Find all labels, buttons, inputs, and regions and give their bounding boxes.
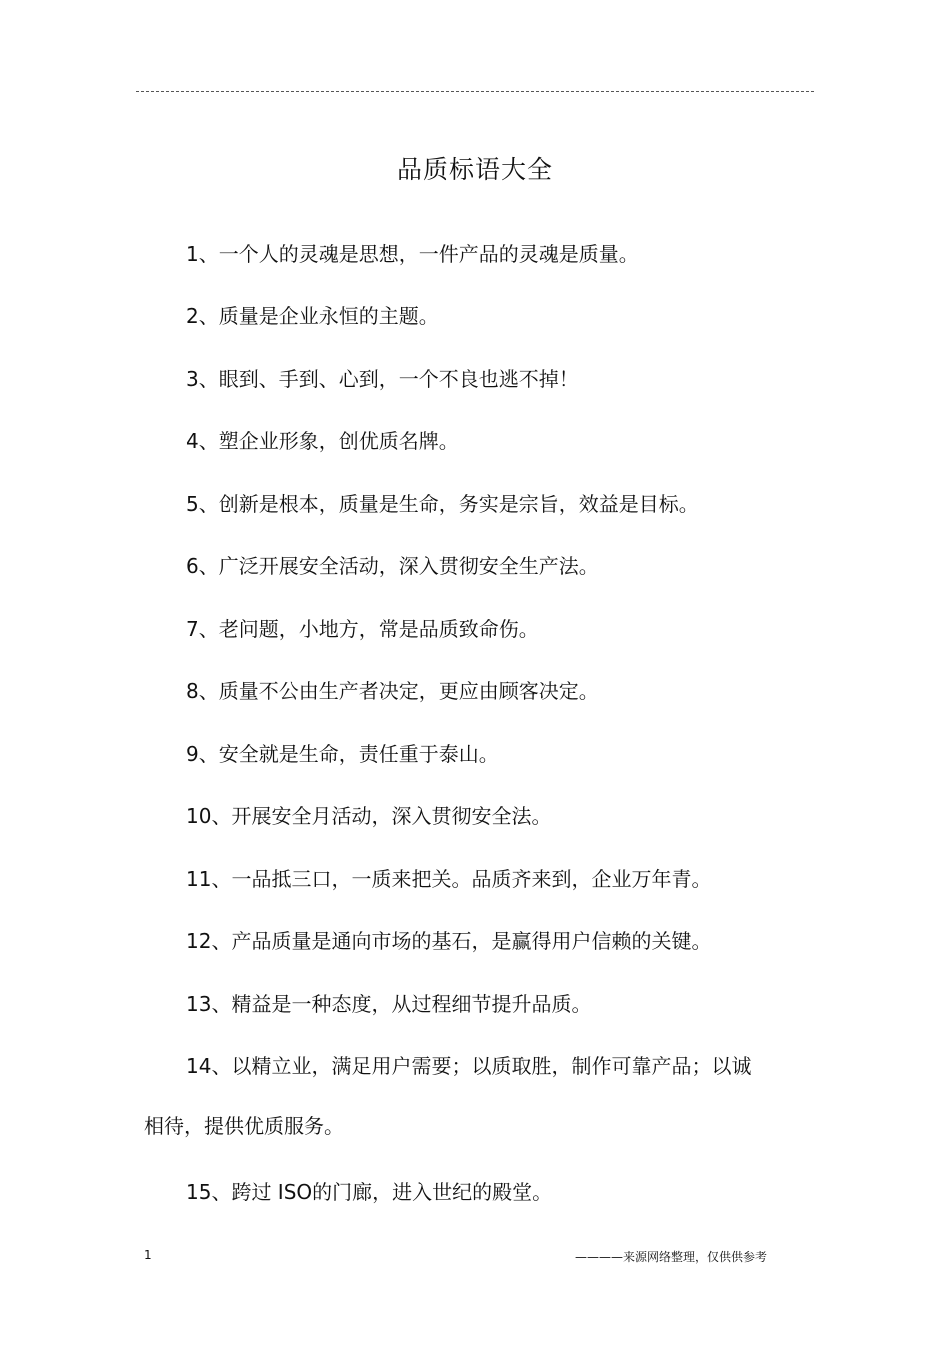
slogan-item: 14、以精立业，满足用户需要；以质取胜，制作可靠产品；以诚 [186, 1054, 752, 1078]
slogan-item: 9、安全就是生命，责任重于泰山。 [186, 742, 499, 766]
page-number: 1 [144, 1248, 152, 1262]
page-title: 品质标语大全 [396, 155, 553, 184]
slogan-item: 12、产品质量是通向市场的基石，是赢得用户信赖的关键。 [186, 929, 712, 953]
slogan-item: 8、质量不公由生产者决定，更应由顾客决定。 [186, 679, 599, 703]
slogan-item-continuation: 相待，提供优质服务。 [144, 1114, 344, 1138]
slogan-item: 3、眼到、手到、心到，一个不良也逃不掉！ [186, 367, 579, 391]
slogan-item: 7、老问题，小地方，常是品质致命伤。 [186, 617, 539, 641]
slogan-item: 15、跨过 ISO的门廊，进入世纪的殿堂。 [186, 1180, 553, 1204]
slogan-item: 10、开展安全月活动，深入贯彻安全法。 [186, 804, 552, 828]
slogan-item: 4、塑企业形象，创优质名牌。 [186, 429, 459, 453]
slogan-item: 2、质量是企业永恒的主题。 [186, 304, 439, 328]
slogan-item: 5、创新是根本，质量是生命，务实是宗旨，效益是目标。 [186, 492, 699, 516]
slogan-item: 11、一品抵三口，一质来把关。品质齐来到，企业万年青。 [186, 867, 712, 891]
slogan-item: 13、精益是一种态度，从过程细节提升品质。 [186, 992, 592, 1016]
slogan-item: 6、广泛开展安全活动，深入贯彻安全生产法。 [186, 554, 599, 578]
footer-note: ————来源网络整理，仅供供参考 [575, 1250, 768, 1264]
header-divider [136, 91, 814, 92]
slogan-item: 1、一个人的灵魂是思想，一件产品的灵魂是质量。 [186, 242, 639, 266]
